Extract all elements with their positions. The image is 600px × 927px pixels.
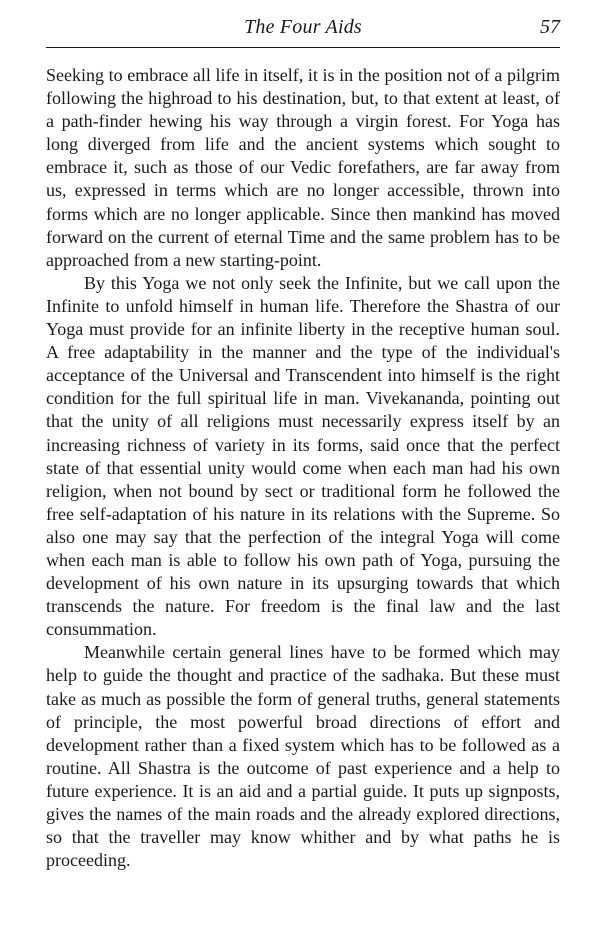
running-header bbox=[46, 12, 560, 42]
page-number: 57 bbox=[540, 16, 560, 38]
paragraph: By this Yoga we not only seek the Infinite, but we call upon the Infinite to unfold himself in human life. Therefore the Shastra of our Yoga must provide for an infinite liberty in the receptive human soul. A free adaptability in the manner and the type of the individual's acceptance of the Universal and Transcendent into himself is the right condition for the full spiritual life in man. Vivekananda, pointing out that the unity of all religions must necessarily express itself by an increasing richness of variety in its forms, said once that the perfect state of that essential unity would come when each man had his own religion, when not bound by sect or traditional form he followed the free self-adaptation of his nature in its relations with the Supreme. So also one may say that the perfection of the integral Yoga will come when each man is able to follow his own path of Yoga, pursuing the development of his own nature in its upsurging towards that which transcends the nature. For freedom is the final law and the last consummation. bbox=[46, 272, 560, 640]
paragraph-continued: Seeking to embrace all life in itself, it is in the position not of a pilgrim following the highroad to his destination, but, to that extent at least, of a path-finder hewing his way through a virgin forest. For Yoga has long diverged from life and the ancient systems which sought to embrace it, such as those of our Vedic forefathers, are far away from us, expressed in terms which are no longer accessible, thrown into forms which are no longer applicable. Since then mankind has moved forward on the current of eternal Time and the same problem has to be approached from a new starting-point. bbox=[46, 65, 560, 270]
paragraph: Meanwhile certain general lines have to be formed which may help to guide the thought and practice of the sadhaka. But these must take as much as possible the form of general truths, general statements of principle, the most powerful broad directions of effort and development rather than a fixed system which has to be followed as a routine. All Shastra is the outcome of past experience and a help to future experience. It is an aid and a partial guide. It puts up signposts, gives the names of the main roads and the already explored directions, so that the traveller may know whither and by what paths he is proceeding. bbox=[46, 642, 560, 871]
header-rule bbox=[46, 47, 560, 48]
chapter-title: The Four Aids bbox=[244, 16, 362, 38]
body-text bbox=[46, 64, 560, 872]
